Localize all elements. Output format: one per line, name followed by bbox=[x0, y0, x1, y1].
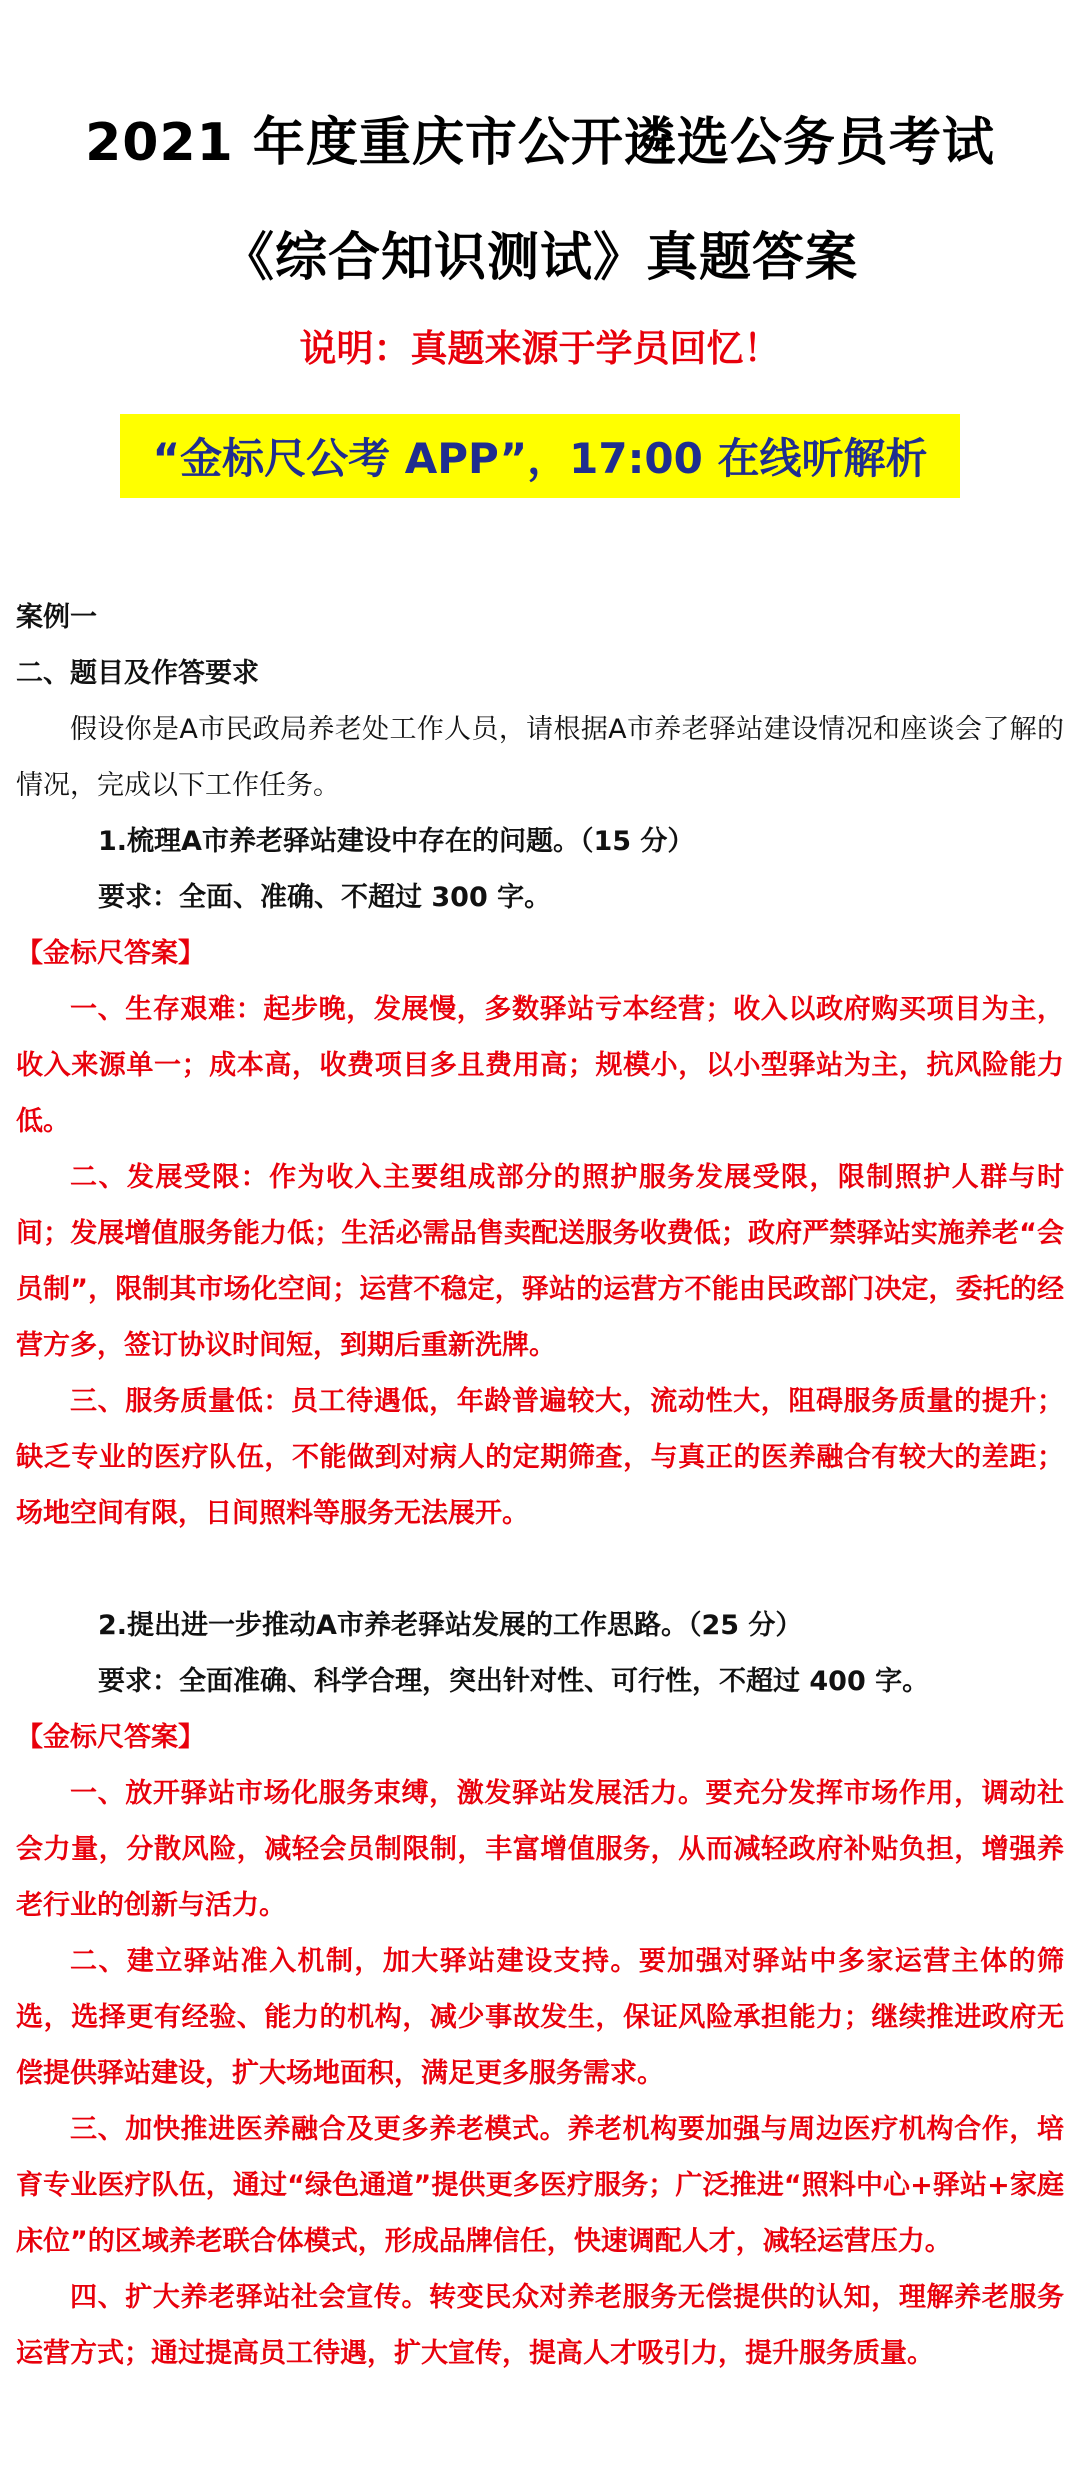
question-2: 2.提出进一步推动A市养老驿站发展的工作思路。（25 分） bbox=[98, 1610, 803, 1641]
answer-2-point-1: 一、放开驿站市场化服务束缚，激发驿站发展活力。要充分发挥市场作用，调动社会力量，分散风险，减轻会员制限制，丰富增值服务，从而减轻政府补贴负担，增强养老行业的创新与活力。 bbox=[16, 1778, 1064, 1921]
question-2-requirement: 要求：全面准确、科学合理，突出针对性、可行性，不超过 400 字。 bbox=[98, 1666, 930, 1697]
document-title-line-1: 2021 年度重庆市公开遴选公务员考试 bbox=[85, 113, 995, 173]
answer-2-point-3: 三、加快推进医养融合及更多养老模式。养老机构要加强与周边医疗机构合作，培育专业医疗队伍，通过“绿色通道”提供更多医疗服务；广泛推进“照料中心+驿站+家庭床位”的区域养老联合体模式，形成品牌信任，快速调配人才，减轻运营压力。 bbox=[16, 2114, 1064, 2257]
section-heading: 二、题目及作答要求 bbox=[16, 658, 259, 689]
app-banner: “金标尺公考 APP”，17:00 在线听解析 bbox=[120, 414, 960, 498]
answer-label-2: 【金标尺答案】 bbox=[16, 1722, 205, 1753]
answer-2-point-2: 二、建立驿站准入机制，加大驿站建设支持。要加强对驿站中多家运营主体的筛选，选择更有经验、能力的机构，减少事故发生，保证风险承担能力；继续推进政府无偿提供驿站建设，扩大场地面积，满足更多服务需求。 bbox=[16, 1946, 1064, 2089]
answer-1-point-2: 二、发展受限：作为收入主要组成部分的照护服务发展受限，限制照护人群与时间；发展增值服务能力低；生活必需品售卖配送服务收费低；政府严禁驿站实施养老“会员制”，限制其市场化空间；运营不稳定，驿站的运营方不能由民政部门决定，委托的经营方多，签订协议时间短，到期后重新洗牌。 bbox=[16, 1162, 1064, 1361]
section-gap bbox=[16, 1542, 1064, 1598]
answer-1-point-1: 一、生存艰难：起步晚，发展慢，多数驿站亏本经营；收入以政府购买项目为主，收入来源单一；成本高，收费项目多且费用高；规模小，以小型驿站为主，抗风险能力低。 bbox=[16, 994, 1064, 1137]
source-notice: 说明：真题来源于学员回忆！ bbox=[299, 327, 781, 370]
question-1-requirement: 要求：全面、准确、不超过 300 字。 bbox=[98, 882, 552, 913]
case-intro: 假设你是A市民政局养老处工作人员，请根据A市养老驿站建设情况和座谈会了解的情况，完成以下工作任务。 bbox=[16, 714, 1064, 801]
question-1: 1.梳理A市养老驿站建设中存在的问题。（15 分） bbox=[98, 826, 695, 857]
answer-1-point-3: 三、服务质量低：员工待遇低，年龄普遍较大，流动性大，阻碍服务质量的提升；缺乏专业的医疗队伍，不能做到对病人的定期筛查，与真正的医养融合有较大的差距；场地空间有限，日间照料等服务无法展开。 bbox=[16, 1386, 1064, 1529]
answer-label-1: 【金标尺答案】 bbox=[16, 938, 205, 969]
case-title: 案例一 bbox=[16, 602, 97, 633]
document-title-line-2: 《综合知识测试》真题答案 bbox=[221, 228, 858, 288]
document-body bbox=[16, 590, 1064, 2382]
answer-2-point-4: 四、扩大养老驿站社会宣传。转变民众对养老服务无偿提供的认知，理解养老服务运营方式；通过提高员工待遇，扩大宣传，提高人才吸引力，提升服务质量。 bbox=[16, 2282, 1064, 2369]
